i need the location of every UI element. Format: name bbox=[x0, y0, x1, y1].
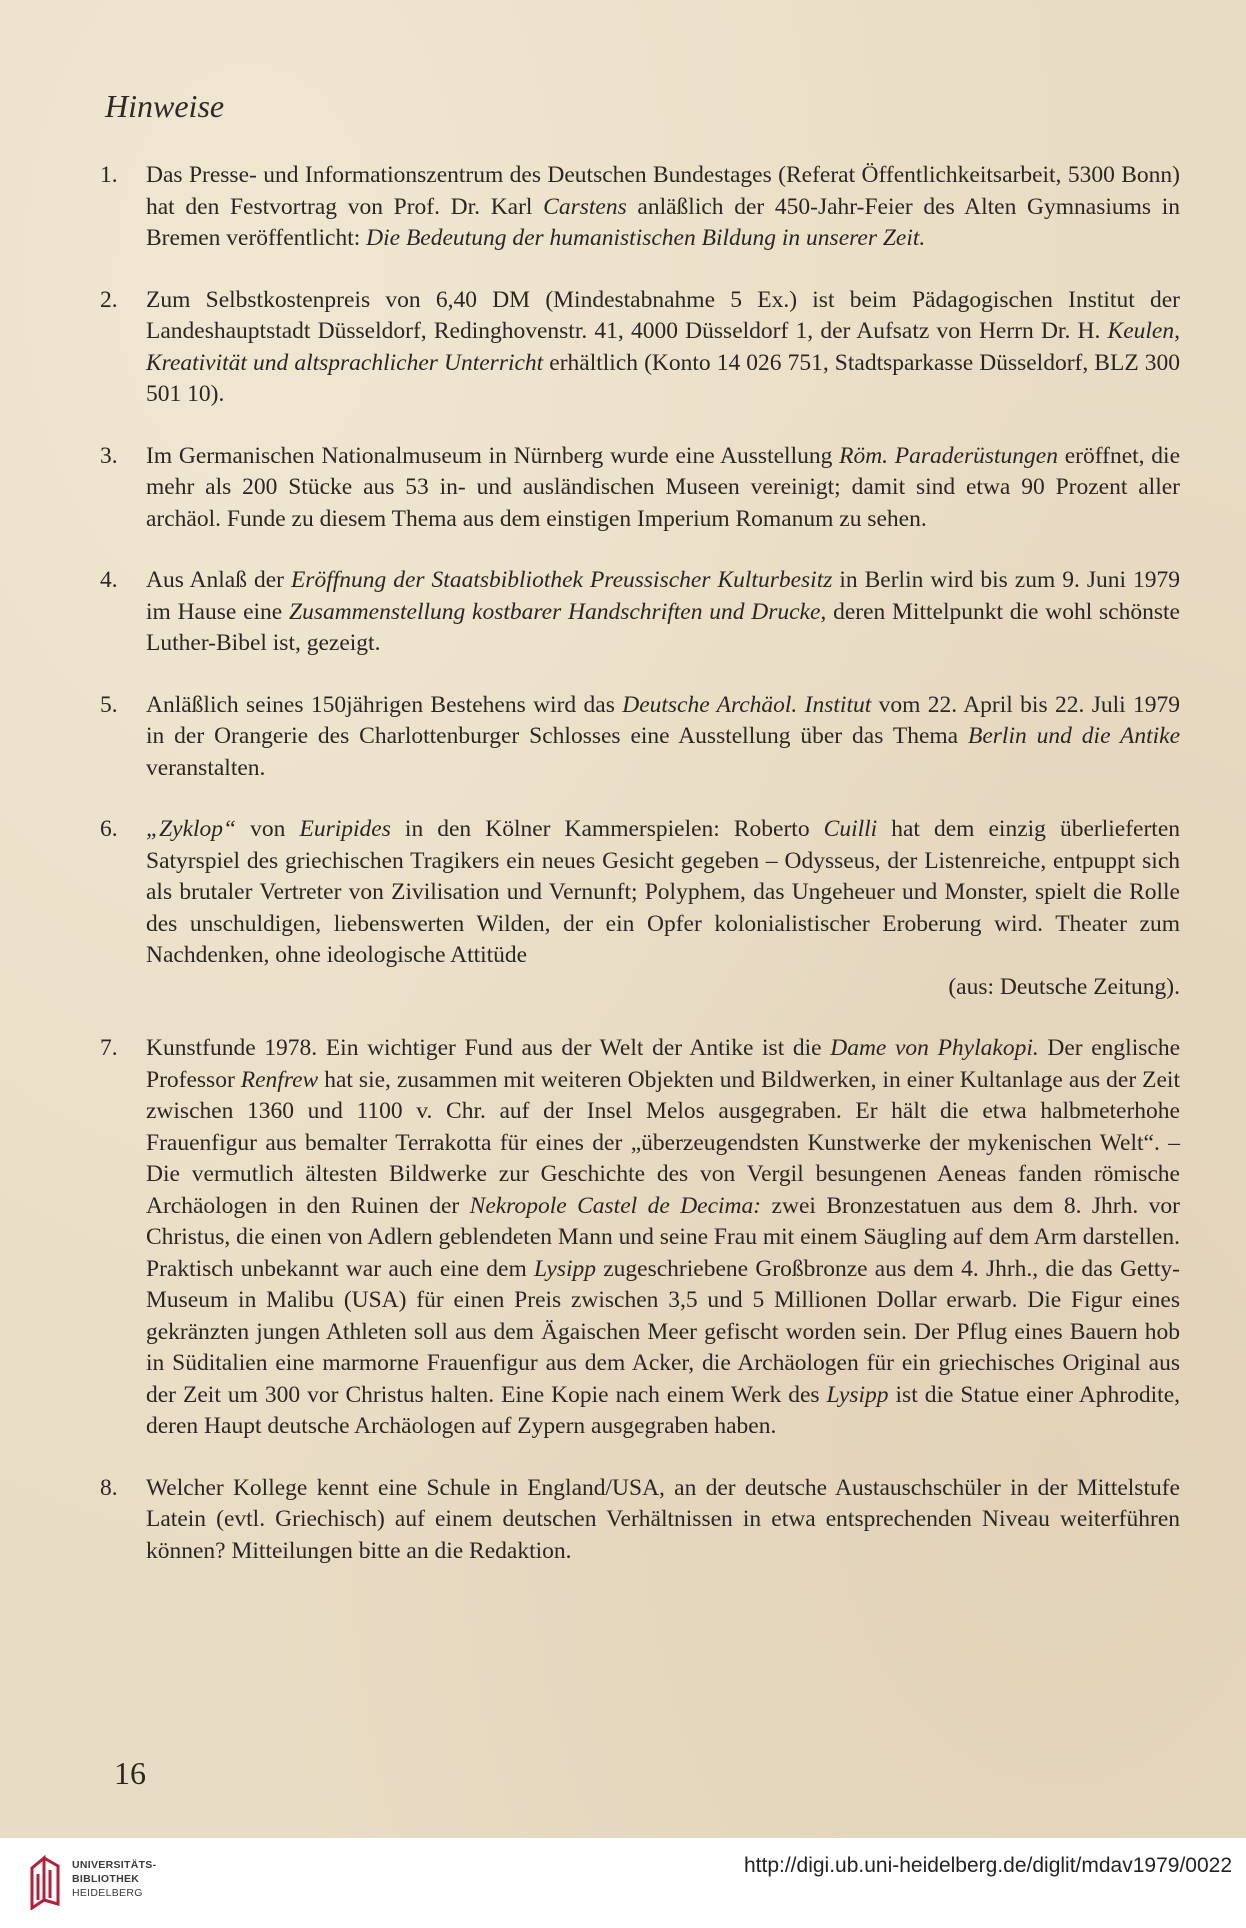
italic-title: Keulen, Kreativität und altsprachlicher Unterricht bbox=[146, 318, 1180, 376]
italic-title: „Zyklop“ bbox=[146, 816, 237, 842]
italic-title: Carstens bbox=[543, 193, 627, 220]
italic-title: Die Bedeutung der humanistischen Bildung in unserer Zeit. bbox=[366, 225, 926, 251]
item-number: 1. bbox=[100, 162, 118, 188]
text-run: Zum Selbstkostenpreis von 6,40 DM (Mindestabnahme 5 Ex.) ist beim Pädagogischen Institut der Landeshauptstadt Düsseldorf, Redinghovenstr. 41, 4000 Düsseldorf 1, der Aufsatz von Herrn Dr. H. bbox=[146, 286, 1180, 344]
notes-list bbox=[100, 160, 1180, 1597]
text-run: ist die Statue einer Aphrodite, deren Haupt deutsche Archäologen auf Zypern ausgegraben haben. bbox=[146, 1381, 1180, 1439]
item-number: 4. bbox=[100, 567, 118, 593]
italic-title: Cuilli bbox=[823, 816, 878, 842]
item-text bbox=[146, 287, 1180, 408]
item-text bbox=[146, 1475, 1180, 1564]
text-run: in Berlin wird bis zum 9. Juni 1979 im Hause eine bbox=[146, 567, 1180, 625]
list-item bbox=[100, 1473, 1180, 1568]
source-url-link[interactable]: http://digi.ub.uni-heidelberg.de/diglit/mdav1979/0022 bbox=[743, 1854, 1232, 1877]
italic-title: Lysipp bbox=[826, 1381, 889, 1408]
library-logo-icon bbox=[28, 1854, 64, 1910]
italic-title: Zusammenstellung kostbarer Handschriften und Drucke, bbox=[289, 598, 827, 625]
library-logo-text bbox=[72, 1858, 156, 1900]
item-number: 2. bbox=[100, 286, 118, 313]
italic-title: Euripides bbox=[299, 816, 391, 842]
item-text bbox=[146, 162, 1180, 251]
library-logo bbox=[28, 1852, 188, 1916]
text-run: Welcher Kollege kennt eine Schule in England/USA, an der deutsche Austauschschüler in der Mittelstufe Latein (evtl. Griechisch) auf einem deutschen Verhältnissen in etwa entsprechenden Niveau weiterführen können? Mitteilungen bitte an die Redaktion. bbox=[146, 1474, 1180, 1564]
item-text bbox=[146, 816, 1180, 968]
text-run: hat dem einzig überlieferten Satyrspiel des griechischen Tragikers ein neues Gesicht gegeben – Odysseus, der Listenreiche, entpuppt sich als brutaler Vertreter von Zivilisation und Vernunft; Polyphem, das Ungeheuer und Monster, spielt die Rolle des unschuldigen, liebenswerten Wilden, der ein Opfer kolonialistischer Eroberung wird. Theater zum Nachdenken, ohne ideologische Attitüde bbox=[146, 816, 1181, 968]
item-text bbox=[146, 567, 1180, 656]
italic-title: Eröffnung der Staatsbibliothek Preussischer Kulturbesitz bbox=[290, 567, 833, 593]
text-run: anläßlich der 450-Jahr-Feier des Alten Gymnasiums in Bremen veröffentlicht: bbox=[146, 193, 1180, 251]
item-text bbox=[146, 443, 1180, 532]
logo-line-3: HEIDELBERG bbox=[72, 1887, 143, 1899]
list-item bbox=[100, 285, 1180, 411]
item-text bbox=[146, 1035, 1180, 1439]
item-number: 7. bbox=[100, 1035, 118, 1061]
text-run: von bbox=[236, 816, 300, 842]
italic-title: Deutsche Archäol. Institut bbox=[622, 691, 872, 718]
item-source: (aus: Deutsche Zeitung). bbox=[948, 973, 1180, 1000]
italic-title: Lysipp bbox=[534, 1255, 596, 1282]
text-run: erhältlich (Konto 14 026 751, Stadtsparkasse Düsseldorf, BLZ 300 501 10). bbox=[146, 349, 1180, 407]
italic-title: Dame von Phylakopi. bbox=[830, 1035, 1039, 1061]
italic-title: Röm. Paraderüstungen bbox=[839, 442, 1058, 469]
library-footer bbox=[0, 1838, 1246, 1928]
list-item bbox=[100, 1033, 1180, 1443]
text-run: hat sie, zusammen mit weiteren Objekten und Bildwerken, in einer Kultanlage aus der Zeit zwischen 1360 und 1100 v. Chr. auf der Insel Melos ausgegraben. Er hält die etwa halbmeterhohe Frauenfigur aus bemalter Terrakotta für eines der „überzeugendsten Kunstwerke der mykenischen Welt“. – Die vermutlich ältesten Bildwerke zur Geschichte des von Vergil besungenen Aeneas fanden römische Archäologen in den Ruinen der bbox=[146, 1066, 1180, 1219]
text-run: Im Germanischen Nationalmuseum in Nürnberg wurde eine Ausstellung bbox=[146, 442, 840, 469]
item-number: 3. bbox=[100, 442, 118, 469]
text-run: Aus Anlaß der bbox=[146, 567, 291, 593]
logo-line-2: BIBLIOTHEK bbox=[72, 1873, 140, 1885]
list-item bbox=[100, 814, 1180, 1003]
page-number: 16 bbox=[114, 1755, 146, 1791]
item-number: 6. bbox=[100, 816, 118, 842]
text-run: eröffnet, die mehr als 200 Stücke aus 53 in- und ausländischen Museen vereinigt; damit sind etwa 90 Prozent aller archäol. Funde zu diesem Thema aus dem einstigen Imperium Romanum zu sehen. bbox=[146, 442, 1180, 532]
text-run: zwei Bronzestatuen aus dem 8. Jhrh. vor Christus, die einen von Adlern geblendeten Mann und seine Frau mit einem Säugling auf dem Arm darstellen. Praktisch unbekannt war auch eine dem bbox=[146, 1192, 1181, 1282]
list-item bbox=[100, 565, 1180, 660]
list-item bbox=[100, 690, 1180, 785]
list-item bbox=[100, 441, 1180, 536]
text-run: in den Kölner Kammerspielen: Roberto bbox=[390, 816, 824, 842]
text-run: Das Presse- und Informationszentrum des Deutschen Bundestages (Referat Öffentlichkeitsarbeit, 5300 Bonn) hat den Festvortrag von Prof. Dr. Karl bbox=[146, 162, 1180, 220]
text-run: Anläßlich seines 150jährigen Bestehens wird das bbox=[146, 691, 623, 718]
item-number: 8. bbox=[100, 1474, 118, 1501]
text-run: deren Mittelpunkt die wohl schönste Luther-Bibel ist, gezeigt. bbox=[146, 598, 1180, 656]
item-number: 5. bbox=[100, 691, 118, 718]
text-run: zugeschriebene Großbronze aus dem 4. Jhrh., die das Getty-Museum in Malibu (USA) für einen Preis zwischen 3,5 und 5 Millionen Dollar erwarb. Die Figur eines gekränzten jungen Athleten soll aus dem Ägaischen Meer gefischt worden sein. Der Pflug eines Bauern hob in Süditalien eine marmorne Frauenfigur aus dem Acker, die Archäologen für ein griechisches Original aus der Zeit um 300 vor Christus halten. Eine Kopie nach einem Werk des bbox=[146, 1255, 1180, 1408]
text-run: veranstalten. bbox=[146, 754, 266, 781]
page-heading: Hinweise bbox=[105, 88, 225, 124]
list-item bbox=[100, 160, 1180, 255]
text-run: Der englische Professor bbox=[146, 1035, 1180, 1093]
item-text bbox=[146, 692, 1180, 781]
italic-title: Berlin und die Antike bbox=[968, 723, 1180, 749]
text-run: vom 22. April bis 22. Juli 1979 in der Orangerie des Charlottenburger Schlosses eine Ausstellung über das Thema bbox=[146, 691, 1181, 749]
text-run: Kunstfunde 1978. Ein wichtiger Fund aus der Welt der Antike ist die bbox=[146, 1035, 831, 1061]
italic-title: Renfrew bbox=[240, 1066, 319, 1093]
logo-line-1: UNIVERSITÄTS- bbox=[72, 1859, 157, 1871]
italic-title: Nekropole Castel de Decima: bbox=[469, 1192, 762, 1219]
